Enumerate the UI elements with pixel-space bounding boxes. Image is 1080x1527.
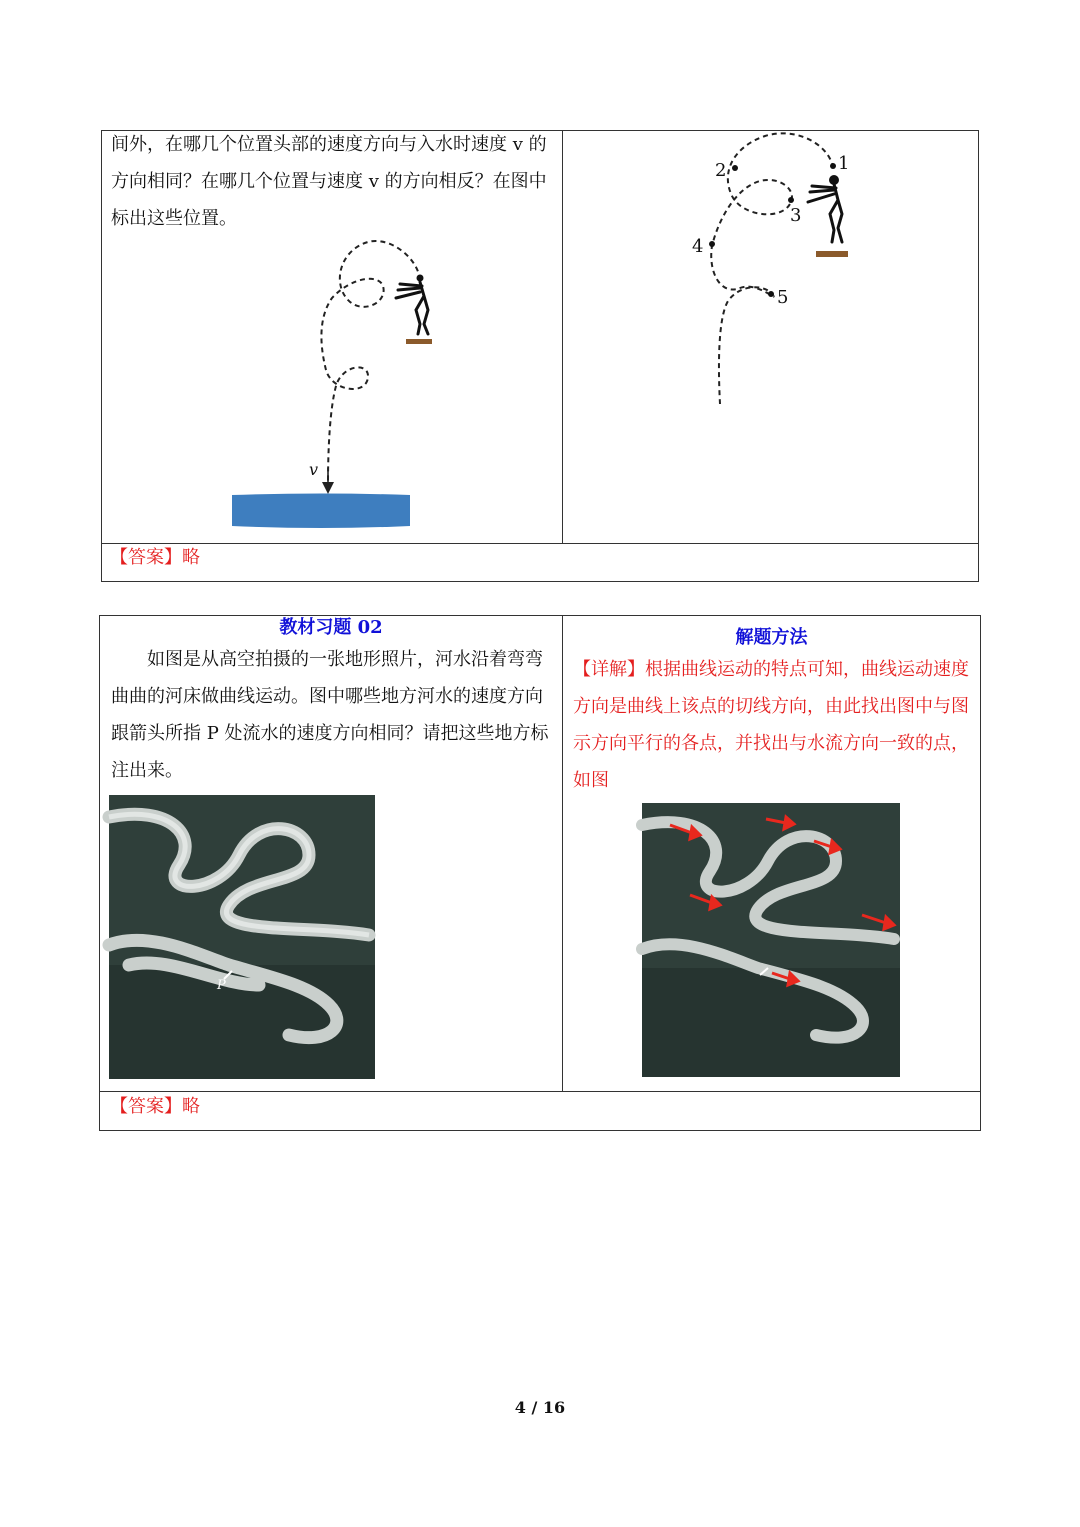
method-title: 解题方法 — [735, 627, 808, 648]
position-label-5: 5 — [777, 287, 789, 308]
river-photo — [109, 795, 375, 1079]
position-label-3: 3 — [790, 205, 802, 226]
page-number: 4 / 16 — [514, 1398, 566, 1417]
q2-answer: 【答案】略 — [110, 1096, 200, 1117]
table-1-divider — [562, 130, 563, 544]
annotated-river-photo — [642, 803, 900, 1077]
diving-board-2 — [816, 251, 848, 257]
explanation-text: 【详解】根据曲线运动的特点可知，曲线运动速度方向是曲线上该点的切线方向，由此找出图中与图示方向平行的各点，并找出与水流方向一致的点，如图 — [573, 659, 969, 791]
position-label-2: 2 — [715, 160, 727, 181]
q2-question-text: 如图是从高空拍摄的一张地形照片，河水沿着弯弯曲曲的河床做曲线运动。图中哪些地方河水的速度方向跟箭头所指 P 处流水的速度方向相同？请把这些地方标注出来。 — [111, 649, 549, 781]
table-2-divider — [562, 615, 563, 1092]
q1-question-text: 间外，在哪几个位置头部的速度方向与入水时速度 v 的方向相同？在哪几个位置与速度 v 的方向相反？在图中标出这些位置。 — [111, 134, 547, 229]
water-pool — [230, 492, 412, 530]
photo-label-p: P — [217, 978, 226, 993]
exercise-title: 教材习题 02 — [279, 617, 383, 638]
position-label-1: 1 — [838, 153, 850, 174]
diver-trajectory-figure — [220, 228, 440, 528]
table-2-answer-divider — [99, 1091, 981, 1092]
diving-board — [406, 339, 432, 344]
table-1-answer-divider — [101, 543, 979, 544]
q1-answer: 【答案】略 — [110, 547, 200, 568]
velocity-label: v — [309, 460, 319, 479]
position-label-4: 4 — [692, 236, 704, 257]
